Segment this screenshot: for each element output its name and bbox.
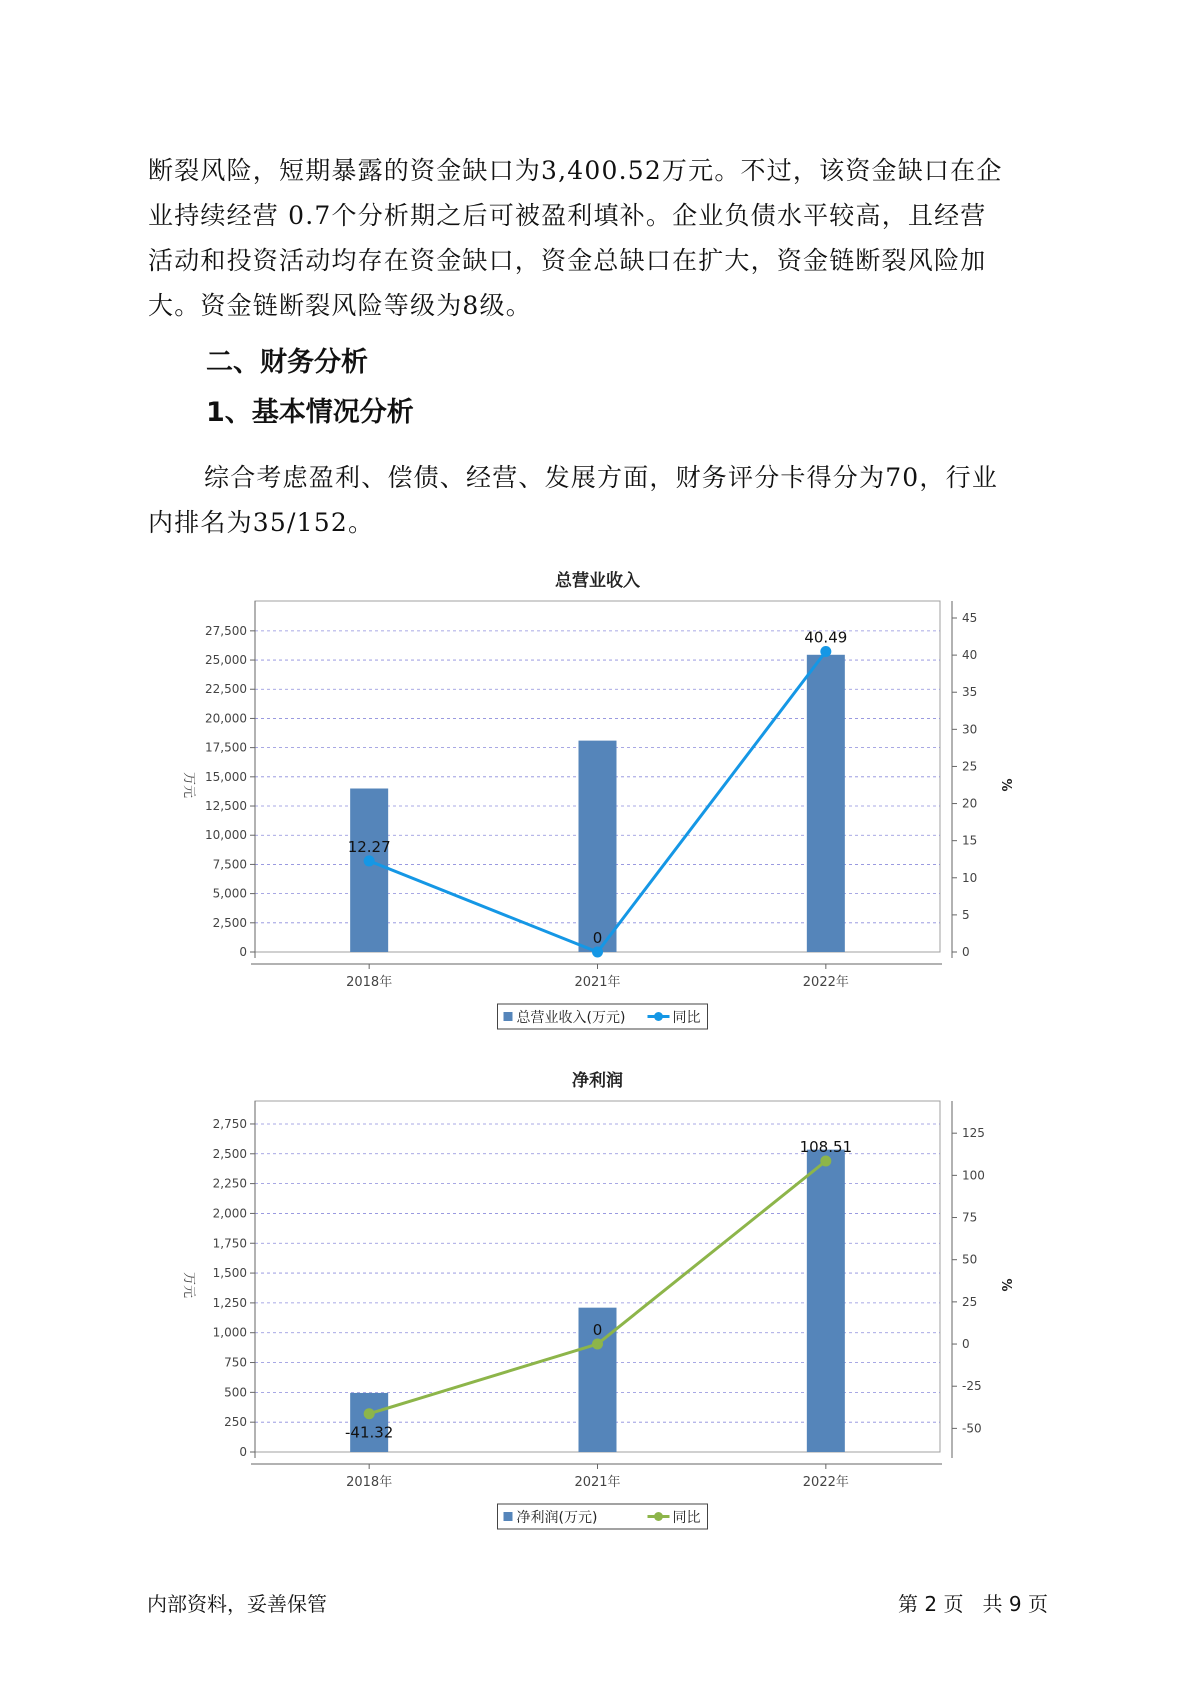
data-label: 0	[592, 1321, 603, 1340]
y-tick-label: 2,500	[212, 1146, 247, 1161]
y-tick-label: 1,000	[212, 1325, 247, 1340]
y2-tick-label: 0	[962, 1337, 970, 1352]
data-label: -41.32	[344, 1423, 394, 1442]
line-point	[820, 1155, 831, 1166]
score-line: 综合考虑盈利、偿债、经营、发展方面，财务评分卡得分为70，行业	[204, 463, 999, 492]
y2-tick-label: 25	[962, 759, 978, 774]
y-tick-label: 1,250	[212, 1295, 247, 1310]
data-label: 0	[592, 929, 603, 947]
score-line: 内排名为35/152。	[148, 508, 375, 537]
risk-line: 活动和投资活动均存在资金缺口，资金总缺口在扩大，资金链断裂风险加	[148, 246, 987, 275]
y-tick-label: 2,500	[212, 915, 247, 930]
subsection-heading: 1、基本情况分析	[206, 397, 414, 428]
risk-line: 业持续经营 0.7个分析期之后可被盈利填补。企业负债水平较高，且经营	[148, 201, 987, 230]
y-tick-label: 22,500	[205, 682, 247, 697]
y2-axis-label: %	[998, 778, 1013, 792]
y-tick-label: 15,000	[205, 769, 247, 784]
line-point	[592, 1339, 603, 1350]
y2-tick-label: 100	[962, 1168, 985, 1183]
risk-line: 断裂风险，短期暴露的资金缺口为3,400.52万元。不过，该资金缺口在企	[148, 156, 1003, 185]
footer-confidential: 内部资料，妥善保管	[147, 1592, 327, 1616]
risk-paragraph	[148, 148, 1048, 328]
bar	[807, 1150, 845, 1452]
section-heading: 二、财务分析	[206, 347, 368, 378]
legend-line-label: 同比	[672, 1010, 701, 1026]
net-profit-chart-svg	[150, 1070, 1013, 1526]
y-tick-label: 5,000	[212, 886, 247, 901]
data-label: 108.51	[799, 1137, 853, 1156]
y-tick-label: 1,500	[212, 1266, 247, 1281]
line-point	[364, 855, 375, 866]
x-tick-label: 2022年	[802, 1475, 849, 1490]
y-tick-label: 250	[224, 1415, 247, 1430]
y2-tick-label: 45	[962, 611, 978, 625]
bar	[350, 789, 388, 952]
y2-tick-label: 75	[962, 1210, 978, 1225]
y-tick-label: 2,750	[212, 1116, 247, 1131]
footer-page-number: 第 2 页 共 9 页	[898, 1592, 1048, 1616]
y2-tick-label: 10	[962, 870, 978, 885]
x-tick-label: 2018年	[346, 1475, 393, 1490]
data-label: 12.27	[347, 837, 391, 856]
legend-line-marker	[654, 1512, 663, 1521]
y2-tick-label: 0	[962, 945, 970, 959]
line-point	[820, 646, 831, 657]
y-tick-label: 17,500	[205, 740, 247, 755]
chart-title: 总营业收入	[555, 571, 640, 591]
y-axis-label: 万元	[181, 1271, 196, 1299]
legend-line-label: 同比	[672, 1510, 701, 1526]
y2-tick-label: 35	[962, 685, 978, 700]
y-tick-label: 1,750	[212, 1236, 247, 1251]
y-tick-label: 750	[224, 1355, 247, 1370]
y2-axis-label: %	[998, 1278, 1013, 1292]
revenue-chart	[150, 570, 1013, 1026]
legend-bar-swatch	[504, 1012, 513, 1021]
y2-tick-label: 5	[962, 907, 970, 922]
y-tick-label: 0	[239, 1445, 247, 1459]
chart-title: 净利润	[572, 1071, 623, 1091]
y-tick-label: 10,000	[205, 828, 247, 843]
y-tick-label: 2,000	[212, 1206, 247, 1221]
y2-tick-label: -50	[962, 1421, 982, 1436]
bar	[807, 655, 845, 952]
y2-tick-label: 125	[962, 1126, 985, 1141]
revenue-chart-svg	[150, 570, 1013, 1026]
x-tick-label: 2018年	[346, 975, 393, 990]
legend-line-marker	[654, 1012, 663, 1021]
y-tick-label: 500	[224, 1385, 247, 1400]
y-tick-label: 0	[239, 945, 247, 959]
y-tick-label: 27,500	[205, 623, 247, 638]
y-tick-label: 12,500	[205, 799, 247, 814]
y2-tick-label: 40	[962, 648, 978, 663]
y2-tick-label: 25	[962, 1294, 978, 1309]
risk-line: 大。资金链断裂风险等级为8级。	[148, 291, 532, 320]
y-tick-label: 20,000	[205, 711, 247, 726]
x-tick-label: 2021年	[574, 1475, 621, 1490]
y2-tick-label: 30	[962, 722, 978, 737]
y2-tick-label: -25	[962, 1379, 982, 1394]
legend-bar-label: 总营业收入(万元)	[516, 1010, 626, 1026]
y-tick-label: 25,000	[205, 653, 247, 668]
y-tick-label: 2,250	[212, 1176, 247, 1191]
bar	[350, 1393, 388, 1452]
line-point	[592, 947, 603, 958]
x-tick-label: 2022年	[802, 975, 849, 990]
y2-tick-label: 15	[962, 833, 978, 848]
legend-bar-swatch	[504, 1512, 513, 1521]
line-point	[364, 1408, 375, 1419]
y2-tick-label: 20	[962, 796, 978, 811]
y2-tick-label: 50	[962, 1252, 978, 1267]
score-paragraph	[148, 455, 1048, 545]
bar	[579, 741, 617, 952]
data-label: 40.49	[804, 628, 848, 647]
y-axis-label: 万元	[181, 771, 196, 799]
x-tick-label: 2021年	[574, 975, 621, 990]
legend-bar-label: 净利润(万元)	[516, 1510, 598, 1526]
net-profit-chart	[150, 1070, 1013, 1526]
y-tick-label: 7,500	[212, 857, 247, 872]
